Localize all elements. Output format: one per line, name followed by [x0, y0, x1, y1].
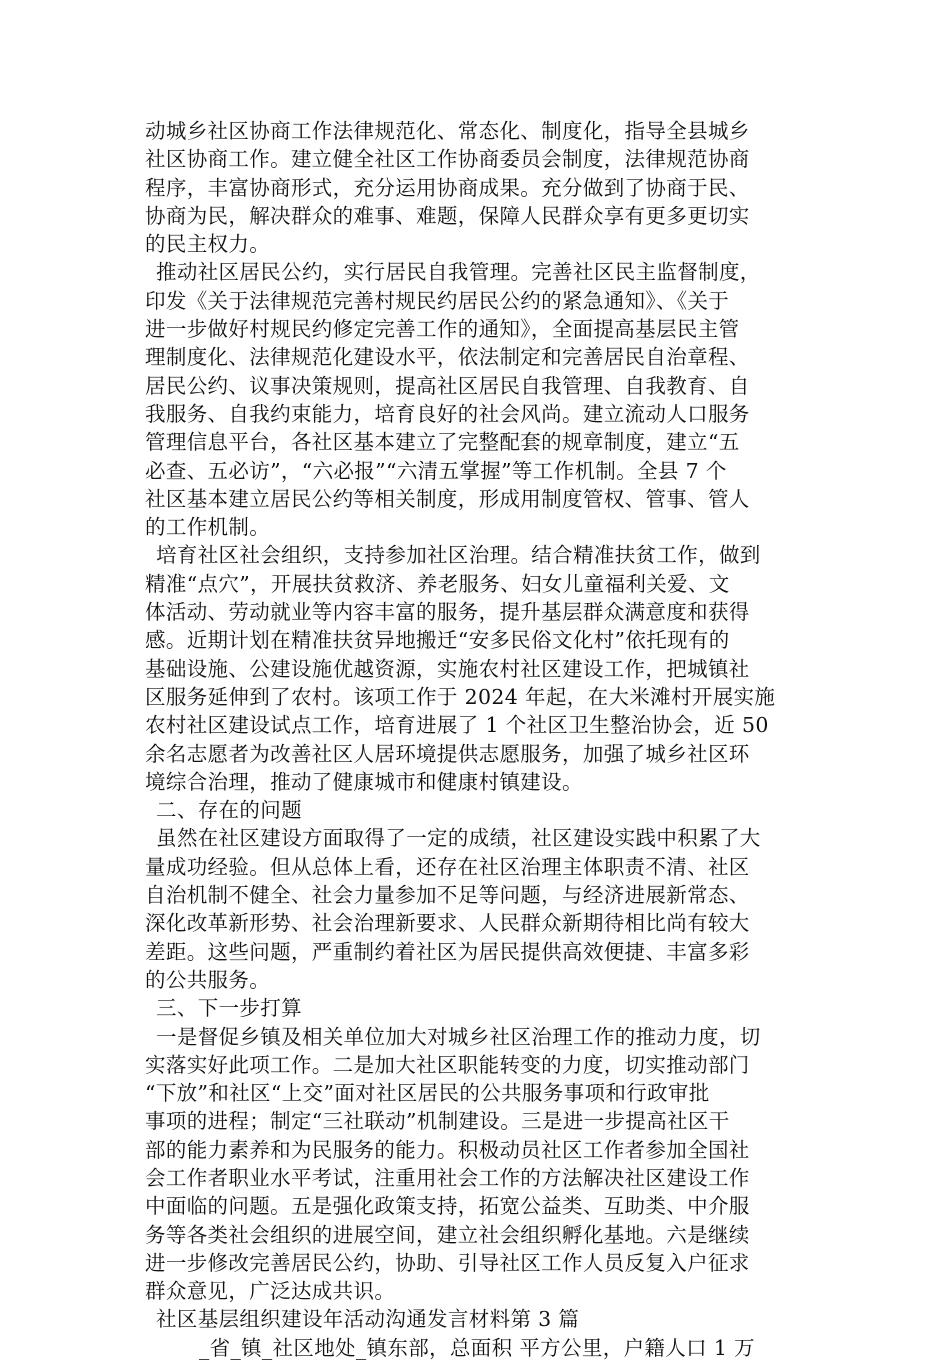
- text-line: 精准“点穴”，开展扶贫救济、养老服务、妇女儿童福利关爱、文: [145, 571, 730, 596]
- text-line: 事项的进程；制定“三社联动”机制建设。三是进一步提高社区干: [145, 1109, 730, 1134]
- text-line: 差距。这些问题，严重制约着社区为居民提供高效便捷、丰富多彩: [145, 939, 750, 964]
- text-line: 理制度化、法律规范化建设水平，依法制定和完善居民自治章程、: [145, 345, 750, 370]
- text-line: 动城乡社区协商工作法律规范化、常态化、制度化，指导全县城乡: [145, 119, 750, 143]
- text-line: 管理信息平台，各社区基本建立了完整配套的规章制度，建立“五: [145, 430, 740, 455]
- text-line: 必查、五必访”，“六必报”“六清五掌握”等工作机制。全县 7 个: [145, 458, 727, 483]
- paragraph-start-line: 虽然在社区建设方面取得了一定的成绩，社区建设实践中积累了大: [156, 826, 761, 851]
- text-line: 进一步做好村规民约修定完善工作的通知》，全面提高基层民主管: [145, 317, 740, 342]
- text-line: 社区协商工作。建立健全社区工作协商委员会制度，法律规范协商: [145, 147, 750, 172]
- document-page: [145, 117, 810, 1362]
- text-line: 自治机制不健全、社会力量参加不足等问题，与经济进展新常态、: [145, 883, 750, 908]
- paragraph-start-line: _省_镇_社区地处_镇东部，总面积 平方公里，户籍人口 1 万: [199, 1335, 755, 1360]
- text-line: 境综合治理，推动了健康城市和健康村镇建设。: [145, 769, 583, 794]
- text-line: 体活动、劳动就业等内容丰富的服务，提升基层群众满意度和获得: [145, 600, 750, 625]
- text-line: 量成功经验。但从总体上看，还存在社区治理主体职责不清、社区: [145, 854, 750, 879]
- text-line: 的工作机制。: [145, 515, 271, 540]
- text-line: 居民公约、议事决策规则，提高社区居民自我管理、自我教育、自: [145, 373, 750, 398]
- text-line: 务等各类社会组织的进展空间，建立社会组织孵化基地。六是继续: [145, 1222, 750, 1247]
- text-line: 的民主权力。: [145, 232, 271, 257]
- text-line: 协商为民，解决群众的难事、难题，保障人民群众享有更多更切实: [145, 203, 750, 228]
- text-line: 余名志愿者为改善社区人居环境提供志愿服务，加强了城乡社区环: [145, 741, 750, 766]
- paragraph-start-line: 一是督促乡镇及相关单位加大对城乡社区治理工作的推动力度，切: [156, 1024, 761, 1049]
- text-line: 基础设施、公建设施优越资源，实施农村社区建设工作，把城镇社: [145, 656, 750, 681]
- paragraph-start-line: 培育社区社会组织，支持参加社区治理。结合精准扶贫工作，做到: [156, 543, 761, 568]
- text-line: 深化改革新形势、社会治理新要求、人民群众新期待相比尚有较大: [145, 911, 750, 936]
- text-line: 区服务延伸到了农村。该项工作于 2024 年起，在大米滩村开展实施: [145, 684, 776, 709]
- section-heading: 二、存在的问题: [156, 798, 302, 823]
- text-line: “下放”和社区“上交”面对社区居民的公共服务事项和行政审批: [145, 1081, 710, 1106]
- text-line: 群众意见，广泛达成共识。: [145, 1279, 396, 1304]
- text-line: 会工作者职业水平考试，注重用社会工作的方法解决社区建设工作: [145, 1165, 750, 1190]
- text-line: 我服务、自我约束能力，培育良好的社会风尚。建立流动人口服务: [145, 401, 750, 426]
- text-line: 中面临的问题。五是强化政策支持，拓宽公益类、互助类、中介服: [145, 1194, 750, 1219]
- text-line: 程序，丰富协商形式，充分运用协商成果。充分做到了协商于民、: [145, 175, 750, 200]
- document-title: 社区基层组织建设年活动沟通发言材料第 3 篇: [156, 1307, 580, 1332]
- section-heading: 三、下一步打算: [156, 996, 302, 1021]
- text-line: 的公共服务。: [145, 967, 271, 992]
- text-line: 进一步修改完善居民公约，协助、引导社区工作人员反复入户征求: [145, 1250, 750, 1275]
- paragraph-start-line: 推动社区居民公约，实行居民自我管理。完善社区民主监督制度，: [156, 260, 761, 285]
- text-line: 印发《关于法律规范完善村规民约居民公约的紧急通知》、《关于: [145, 288, 730, 313]
- text-line: 感。近期计划在精准扶贫异地搬迁“安多民俗文化村”依托现有的: [145, 628, 730, 653]
- text-line: 农村社区建设试点工作，培育进展了 1 个社区卫生整治协会，近 50: [145, 713, 769, 738]
- text-line: 部的能力素养和为民服务的能力。积极动员社区工作者参加全国社: [145, 1137, 750, 1162]
- text-line: 实落实好此项工作。二是加大社区职能转变的力度，切实推动部门: [145, 1052, 750, 1077]
- text-line: 社区基本建立居民公约等相关制度，形成用制度管权、管事、管人: [145, 486, 750, 511]
